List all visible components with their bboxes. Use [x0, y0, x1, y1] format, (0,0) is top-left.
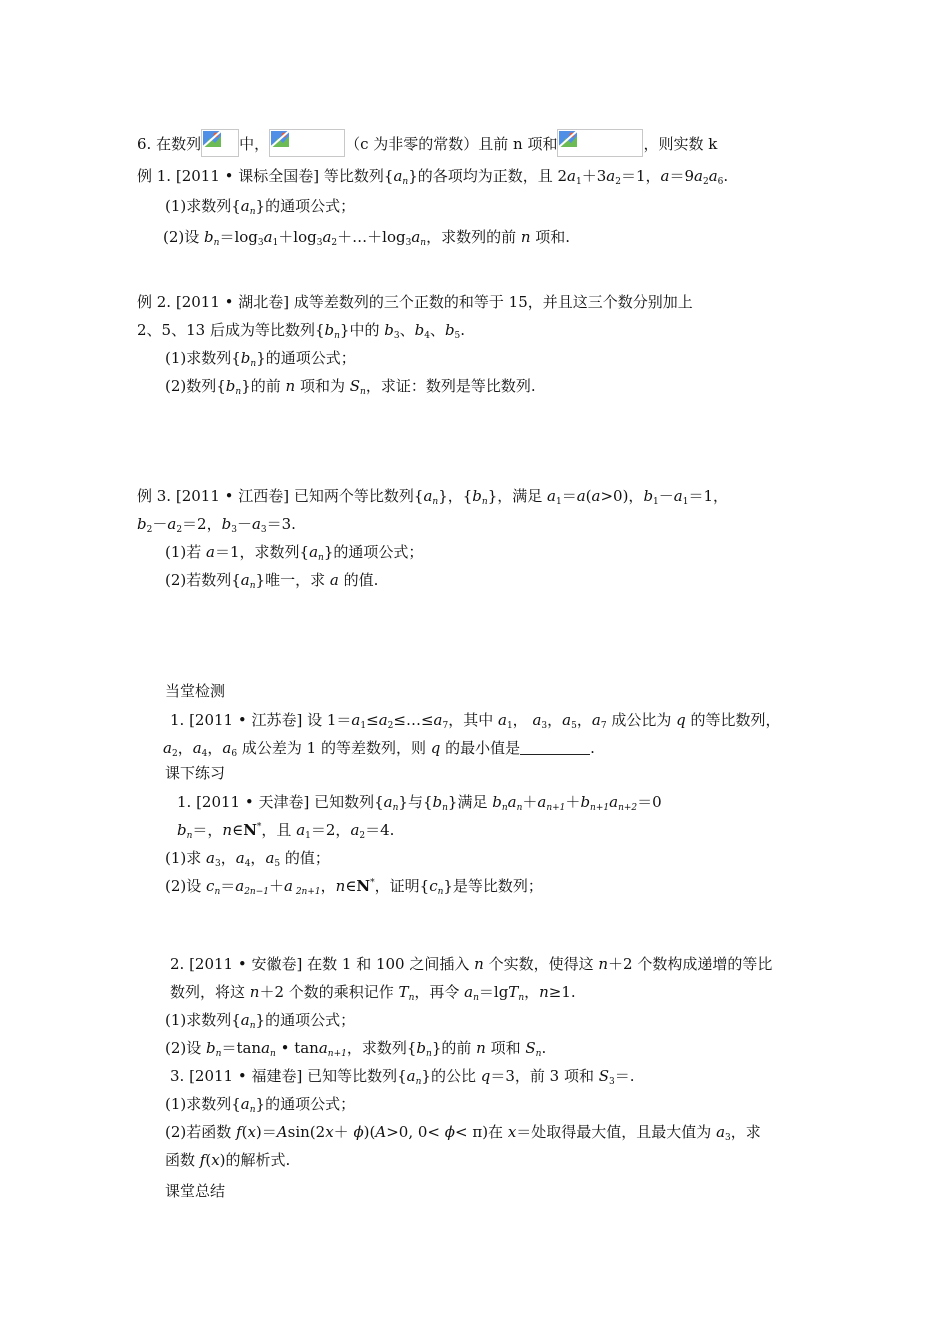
homework-problem-3-part-2-line-1: (2)若函数 f(x)＝Asin(2x＋ ϕ)(A>0, 0< ϕ< π)在 x＝处取得最大值，且最大值为 $a_3$，求 [165, 1123, 761, 1143]
example-1-statement: 例 1. [2011 • 课标全国卷] 等比数列$\{a_n\}$的各项均为正数，且 $2a_1+3a_2=1$，$a=9a_2a_6$. [137, 167, 729, 187]
broken-image-icon [271, 131, 289, 147]
homework-problem-1-part-1: (1)求 $a_3$，$a_4$，$a_5$ 的值； [165, 849, 330, 869]
example-1-part-2: (2)设 $b_n=\log_3a_1+\log_3a_2+\dots+\log_3a_n$，求数列的前 n 项和. [163, 228, 571, 248]
formula-image-placeholder [557, 129, 643, 157]
homework-problem-1-line-2: $b_n=$，n∈N*，且 $a_1=2$，$a_2=4$. [177, 821, 395, 841]
homework-problem-3-line-1: 3. [2011 • 福建卷] 已知等比数列$\{a_n\}$的公比 q＝3，前 3 项和 $S_3=$. [170, 1067, 635, 1087]
formula-image-placeholder [269, 129, 345, 157]
homework-problem-2-line-2: 数列，将这 n＋2 个数的乘积记作 $T_n$，再令 $a_n=\lg T_n$，n≥1. [170, 983, 576, 1003]
section-homework-title: 课下练习 [165, 764, 226, 782]
example-2-part-1: (1)求数列$\{b_n\}$的通项公式； [165, 349, 356, 369]
example-2-line-2: 2、5、13 后成为等比数列$\{b_n\}$中的 $b_3$、$b_4$、$b_5$. [137, 321, 466, 341]
example-2-part-2: (2)数列$\{b_n\}$的前 n 项和为 $S_n$，求证：数列是等比数列. [165, 377, 536, 397]
homework-problem-3-part-1: (1)求数列$\{a_n\}$的通项公式； [165, 1095, 356, 1115]
formula-image-placeholder [201, 129, 239, 157]
example-3-line-1: 例 3. [2011 • 江西卷] 已知两个等比数列$\{a_n\}$，$\{b_n\}$，满足 $a_1=a(a>0)$，$b_1-a_1=1$， [137, 487, 729, 507]
homework-problem-2-part-2: (2)设 $b_n=\tan a_n$ • tana$_{n+1}$，求数列$\{b_n\}$的前 n 项和 $S_n$. [165, 1039, 547, 1059]
broken-image-icon [559, 131, 577, 147]
line-q6: 6. 在数列 中， （c 为非零的常数）且前 n 项和 ，则实数 k [137, 129, 717, 157]
broken-image-icon [203, 131, 221, 147]
homework-problem-2-part-1: (1)求数列$\{a_n\}$的通项公式； [165, 1011, 356, 1031]
homework-problem-3-part-2-line-2: 函数 f(x)的解析式. [165, 1151, 291, 1169]
homework-problem-2-line-1: 2. [2011 • 安徽卷] 在数 1 和 100 之间插入 n 个实数，使得这 n＋2 个数构成递增的等比 [170, 955, 773, 973]
homework-problem-1-part-2: (2)设 $c_n=a_{2n-1}+a$ $_{2n+1}$，n∈N*，证明$\{c_n\}$是等比数列； [165, 877, 543, 897]
check-problem-1-line-2: $a_2$，$a_4$，$a_6$ 成公差为 1 的等差数列，则 q 的最小值是 . [163, 739, 595, 759]
section-in-class-check-title: 当堂检测 [165, 682, 226, 700]
example-2-line-1: 例 2. [2011 • 湖北卷] 成等差数列的三个正数的和等于 15，并且这三个数分别加上 [137, 293, 693, 311]
check-problem-1-line-1: 1. [2011 • 江苏卷] 设 $1=a_1\le a_2\le\dots\le a_7$，其中 $a_1$， $a_3$，$a_5$，$a_7$ 成公比为 q 的等比数列， [170, 711, 781, 731]
homework-problem-1-line-1: 1. [2011 • 天津卷] 已知数列$\{a_n\}$与$\{b_n\}$满足 $b_na_n+a_{n+1}+b_{n+1}a_{n+2}=0$ [177, 793, 662, 813]
answer-blank [520, 740, 590, 755]
example-3-part-2: (2)若数列$\{a_n\}$唯一，求 a 的值. [165, 571, 379, 591]
example-3-part-1: (1)若 a＝1，求数列$\{a_n\}$的通项公式； [165, 543, 424, 563]
section-summary-title: 课堂总结 [165, 1182, 226, 1200]
example-1-part-1: (1)求数列$\{a_n\}$的通项公式； [165, 197, 356, 217]
example-3-line-2: $b_2-a_2=2$，$b_3-a_3=3$. [137, 515, 296, 535]
